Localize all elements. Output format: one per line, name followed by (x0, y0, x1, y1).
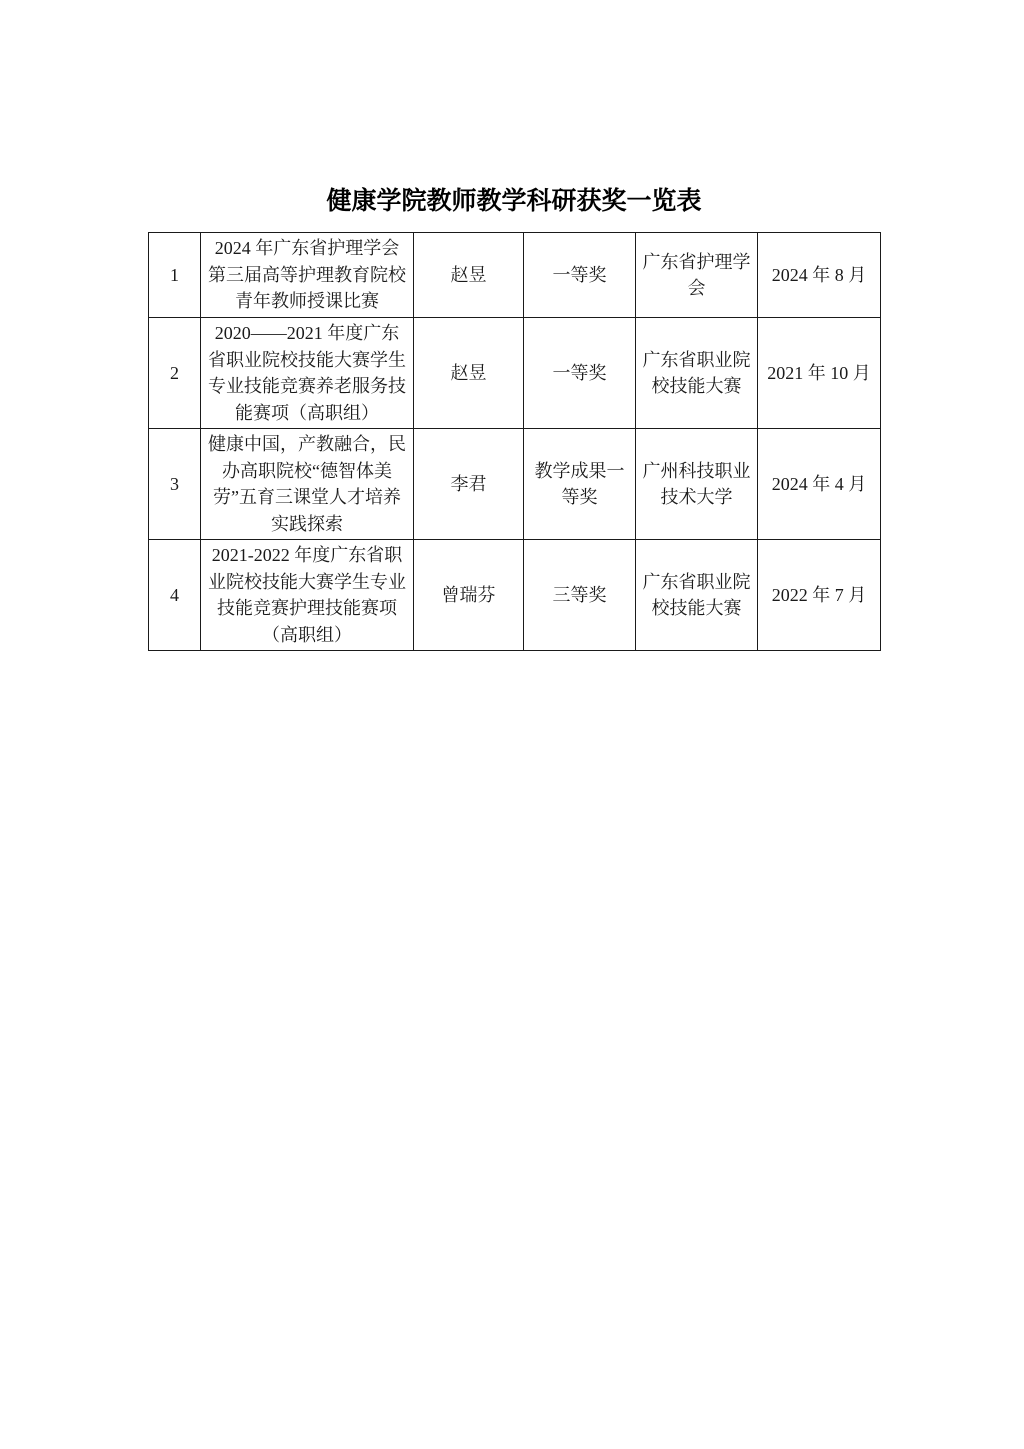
table-row (149, 429, 881, 540)
cell-awarding-body: 广东省职业院校技能大赛 (636, 540, 758, 651)
cell-serial-number: 3 (149, 429, 201, 540)
cell-award-level: 教学成果一等奖 (524, 429, 636, 540)
cell-serial-number: 4 (149, 540, 201, 651)
cell-award-level: 一等奖 (524, 318, 636, 429)
page-title: 健康学院教师教学科研获奖一览表 (326, 188, 702, 215)
cell-award-date: 2021 年 10 月 (758, 318, 881, 429)
awards-table (148, 232, 881, 651)
cell-award-name: 2021-2022 年度广东省职业院校技能大赛学生专业技能竞赛护理技能赛项（高职组） (201, 540, 414, 651)
cell-award-name: 健康中国，产教融合，民办高职院校“德智体美劳”五育三课堂人才培养实践探索 (201, 429, 414, 540)
cell-serial-number: 2 (149, 318, 201, 429)
cell-award-name: 2024 年广东省护理学会第三届高等护理教育院校青年教师授课比赛 (201, 233, 414, 318)
table-row (149, 318, 881, 429)
cell-awardee: 赵昱 (414, 318, 524, 429)
cell-awardee: 赵昱 (414, 233, 524, 318)
cell-awarding-body: 广东省职业院校技能大赛 (636, 318, 758, 429)
cell-awarding-body: 广东省护理学会 (636, 233, 758, 318)
cell-award-level: 一等奖 (524, 233, 636, 318)
table-row (149, 233, 881, 318)
cell-award-level: 三等奖 (524, 540, 636, 651)
cell-award-name: 2020——2021 年度广东省职业院校技能大赛学生专业技能竞赛养老服务技能赛项（高职组） (201, 318, 414, 429)
cell-serial-number: 1 (149, 233, 201, 318)
cell-award-date: 2024 年 8 月 (758, 233, 881, 318)
table-row (149, 540, 881, 651)
cell-award-date: 2024 年 4 月 (758, 429, 881, 540)
cell-awardee: 李君 (414, 429, 524, 540)
cell-awardee: 曾瑞芬 (414, 540, 524, 651)
cell-awarding-body: 广州科技职业技术大学 (636, 429, 758, 540)
cell-award-date: 2022 年 7 月 (758, 540, 881, 651)
